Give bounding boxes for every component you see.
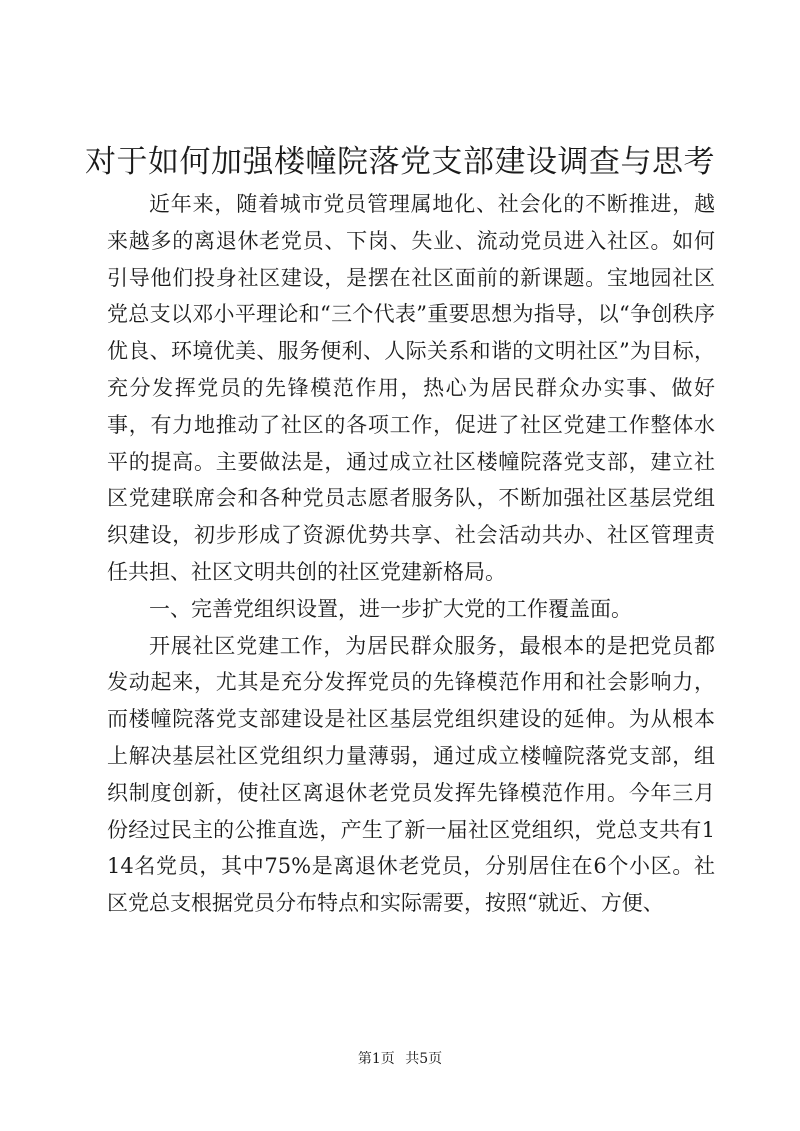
document-body bbox=[107, 186, 715, 922]
paragraph-section-1: 开展社区党建工作，为居民群众服务，最根本的是把党员都发动起来，尤其是充分发挥党员的先锋模范作用和社会影响力，而楼幢院落党支部建设是社区基层党组织建设的延伸。为从根本上解决基层社区党组织力量薄弱，通过成立楼幢院落党支部，组织制度创新，使社区离退休老党员发挥先锋模范作用。今年三月份经过民主的公推直选，产生了新一届社区党组织，党总支共有114名党员，其中75%是离退休老党员，分别居住在6个小区。社区党总支根据党员分布特点和实际需要，按照“就近、方便、 bbox=[107, 633, 715, 916]
page-number: 第1页 bbox=[357, 1051, 395, 1067]
document-title: 对于如何加强楼幢院落党支部建设调查与思考 bbox=[85, 144, 715, 180]
page-total: 共5页 bbox=[405, 1051, 443, 1067]
paragraph-intro: 近年来，随着城市党员管理属地化、社会化的不断推进，越来越多的离退休老党员、下岗、失业、流动党员进入社区。如何引导他们投身社区建设，是摆在社区面前的新课题。宝地园社区党总支以邓小平理论和“三个代表”重要思想为指导，以“争创秩序优良、环境优美、服务便利、人际关系和谐的文明社区”为目标，充分发挥党员的先锋模范作用，热心为居民群众办实事、做好事，有力地推动了社区的各项工作，促进了社区党建工作整体水平的提高。主要做法是，通过成立社区楼幢院落党支部，建立社区党建联席会和各种党员志愿者服务队，不断加强社区基层党组织建设，初步形成了资源优势共享、社会活动共办、社区管理责任共担、社区文明共创的社区党建新格局。 bbox=[107, 192, 715, 584]
page-footer bbox=[0, 1049, 800, 1069]
section-heading-1: 一、完善党组织设置，进一步扩大党的工作覆盖面。 bbox=[149, 596, 632, 621]
